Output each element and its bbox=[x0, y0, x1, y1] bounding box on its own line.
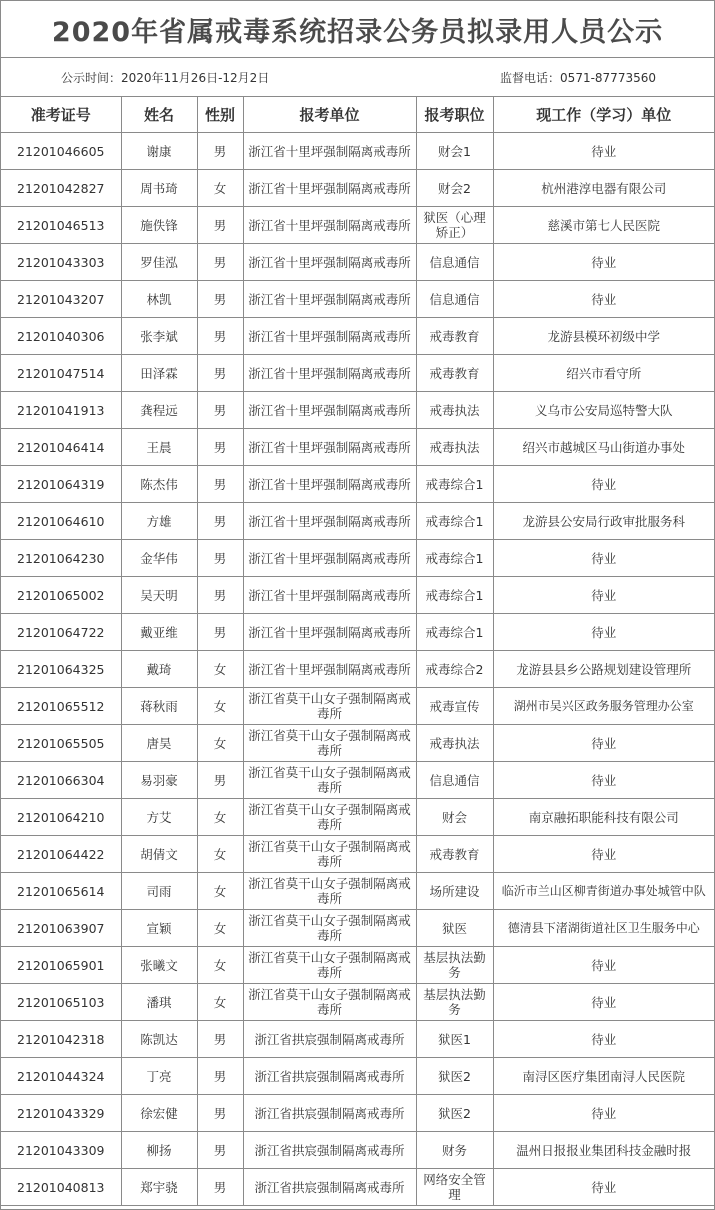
gender-cell: 女 bbox=[197, 873, 243, 910]
unit-cell: 浙江省拱宸强制隔离戒毒所 bbox=[243, 1021, 416, 1058]
exam-id-cell: 21201064722 bbox=[1, 614, 121, 651]
unit-cell: 浙江省拱宸强制隔离戒毒所 bbox=[243, 1132, 416, 1169]
name-cell: 戴亚维 bbox=[121, 614, 197, 651]
exam-id-cell: 21201043309 bbox=[1, 1132, 121, 1169]
employer-cell: 温州日报报业集团科技金融时报 bbox=[493, 1132, 714, 1169]
name-cell: 罗佳泓 bbox=[121, 244, 197, 281]
employer-cell: 湖州市吴兴区政务服务管理办公室 bbox=[493, 688, 714, 725]
supervision-phone: 监督电话：0571-87773560 bbox=[500, 70, 656, 85]
exam-id-cell: 21201043207 bbox=[1, 281, 121, 318]
gender-cell: 男 bbox=[197, 466, 243, 503]
table-row bbox=[1, 688, 714, 725]
employer-cell: 待业 bbox=[493, 836, 714, 873]
position-cell: 财会2 bbox=[416, 170, 493, 207]
gender-cell: 男 bbox=[197, 429, 243, 466]
employer-cell: 待业 bbox=[493, 540, 714, 577]
employer-cell: 南浔区医疗集团南浔人民医院 bbox=[493, 1058, 714, 1095]
table-row bbox=[1, 799, 714, 836]
unit-cell: 浙江省十里坪强制隔离戒毒所 bbox=[243, 244, 416, 281]
name-cell: 田泽霖 bbox=[121, 355, 197, 392]
unit-cell: 浙江省十里坪强制隔离戒毒所 bbox=[243, 318, 416, 355]
name-cell: 郑宇骁 bbox=[121, 1169, 197, 1206]
table-row bbox=[1, 392, 714, 429]
employer-cell: 杭州港淳电器有限公司 bbox=[493, 170, 714, 207]
table-row bbox=[1, 1058, 714, 1095]
header-gender: 性别 bbox=[197, 97, 243, 133]
table-row bbox=[1, 947, 714, 984]
table-row bbox=[1, 1132, 714, 1169]
title-row bbox=[1, 1, 714, 58]
position-cell: 戒毒综合1 bbox=[416, 577, 493, 614]
exam-id-cell: 21201040813 bbox=[1, 1169, 121, 1206]
position-cell: 财务 bbox=[416, 1132, 493, 1169]
position-cell: 信息通信 bbox=[416, 281, 493, 318]
position-cell: 信息通信 bbox=[416, 244, 493, 281]
employer-cell: 龙游县模环初级中学 bbox=[493, 318, 714, 355]
unit-cell: 浙江省莫干山女子强制隔离戒毒所 bbox=[243, 799, 416, 836]
gender-cell: 女 bbox=[197, 984, 243, 1021]
unit-cell: 浙江省十里坪强制隔离戒毒所 bbox=[243, 170, 416, 207]
table-row bbox=[1, 429, 714, 466]
gender-cell: 女 bbox=[197, 799, 243, 836]
table-row bbox=[1, 318, 714, 355]
table-row bbox=[1, 503, 714, 540]
unit-cell: 浙江省莫干山女子强制隔离戒毒所 bbox=[243, 836, 416, 873]
name-cell: 龚程远 bbox=[121, 392, 197, 429]
position-cell: 基层执法勤务 bbox=[416, 984, 493, 1021]
exam-id-cell: 21201065505 bbox=[1, 725, 121, 762]
position-cell: 戒毒执法 bbox=[416, 429, 493, 466]
gender-cell: 女 bbox=[197, 910, 243, 947]
gender-cell: 女 bbox=[197, 725, 243, 762]
exam-id-cell: 21201064230 bbox=[1, 540, 121, 577]
employer-cell: 南京融拓职能科技有限公司 bbox=[493, 799, 714, 836]
name-cell: 蒋秋雨 bbox=[121, 688, 197, 725]
info-row bbox=[1, 58, 714, 97]
exam-id-cell: 21201065103 bbox=[1, 984, 121, 1021]
table-row bbox=[1, 281, 714, 318]
unit-cell: 浙江省莫干山女子强制隔离戒毒所 bbox=[243, 762, 416, 799]
position-cell: 戒毒教育 bbox=[416, 836, 493, 873]
employer-cell: 待业 bbox=[493, 984, 714, 1021]
candidate-table bbox=[1, 97, 714, 1206]
employer-cell: 待业 bbox=[493, 244, 714, 281]
employer-cell: 待业 bbox=[493, 614, 714, 651]
name-cell: 谢康 bbox=[121, 133, 197, 170]
exam-id-cell: 21201063907 bbox=[1, 910, 121, 947]
exam-id-cell: 21201064210 bbox=[1, 799, 121, 836]
gender-cell: 男 bbox=[197, 1021, 243, 1058]
table-row bbox=[1, 1169, 714, 1206]
gender-cell: 男 bbox=[197, 392, 243, 429]
table-row bbox=[1, 466, 714, 503]
name-cell: 张李斌 bbox=[121, 318, 197, 355]
exam-id-cell: 21201065614 bbox=[1, 873, 121, 910]
position-cell: 信息通信 bbox=[416, 762, 493, 799]
table-row bbox=[1, 244, 714, 281]
header-name: 姓名 bbox=[121, 97, 197, 133]
table-row bbox=[1, 910, 714, 947]
gender-cell: 男 bbox=[197, 207, 243, 244]
unit-cell: 浙江省十里坪强制隔离戒毒所 bbox=[243, 281, 416, 318]
name-cell: 柳扬 bbox=[121, 1132, 197, 1169]
position-cell: 戒毒综合1 bbox=[416, 540, 493, 577]
gender-cell: 男 bbox=[197, 1169, 243, 1206]
unit-cell: 浙江省拱宸强制隔离戒毒所 bbox=[243, 1169, 416, 1206]
name-cell: 潘琪 bbox=[121, 984, 197, 1021]
position-cell: 狱医1 bbox=[416, 1021, 493, 1058]
employer-cell: 龙游县公安局行政审批服务科 bbox=[493, 503, 714, 540]
employer-cell: 待业 bbox=[493, 1095, 714, 1132]
gender-cell: 女 bbox=[197, 836, 243, 873]
exam-id-cell: 21201046513 bbox=[1, 207, 121, 244]
unit-cell: 浙江省莫干山女子强制隔离戒毒所 bbox=[243, 910, 416, 947]
position-cell: 戒毒教育 bbox=[416, 355, 493, 392]
table-row bbox=[1, 355, 714, 392]
exam-id-cell: 21201047514 bbox=[1, 355, 121, 392]
name-cell: 陈杰伟 bbox=[121, 466, 197, 503]
position-cell: 戒毒宣传 bbox=[416, 688, 493, 725]
table-row bbox=[1, 577, 714, 614]
name-cell: 徐宏健 bbox=[121, 1095, 197, 1132]
exam-id-cell: 21201040306 bbox=[1, 318, 121, 355]
employer-cell: 待业 bbox=[493, 725, 714, 762]
name-cell: 王晨 bbox=[121, 429, 197, 466]
table-row bbox=[1, 836, 714, 873]
gender-cell: 男 bbox=[197, 503, 243, 540]
gender-cell: 男 bbox=[197, 1095, 243, 1132]
position-cell: 场所建设 bbox=[416, 873, 493, 910]
unit-cell: 浙江省十里坪强制隔离戒毒所 bbox=[243, 540, 416, 577]
name-cell: 司雨 bbox=[121, 873, 197, 910]
table-row bbox=[1, 614, 714, 651]
employer-cell: 待业 bbox=[493, 577, 714, 614]
unit-cell: 浙江省十里坪强制隔离戒毒所 bbox=[243, 614, 416, 651]
position-cell: 狱医（心理矫正） bbox=[416, 207, 493, 244]
position-cell: 狱医2 bbox=[416, 1058, 493, 1095]
position-cell: 戒毒综合1 bbox=[416, 614, 493, 651]
employer-cell: 待业 bbox=[493, 947, 714, 984]
employer-cell: 待业 bbox=[493, 762, 714, 799]
unit-cell: 浙江省莫干山女子强制隔离戒毒所 bbox=[243, 947, 416, 984]
position-cell: 戒毒综合1 bbox=[416, 466, 493, 503]
employer-cell: 绍兴市越城区马山街道办事处 bbox=[493, 429, 714, 466]
unit-cell: 浙江省十里坪强制隔离戒毒所 bbox=[243, 392, 416, 429]
name-cell: 金华伟 bbox=[121, 540, 197, 577]
name-cell: 丁亮 bbox=[121, 1058, 197, 1095]
exam-id-cell: 21201064610 bbox=[1, 503, 121, 540]
table-row bbox=[1, 133, 714, 170]
name-cell: 陈凯达 bbox=[121, 1021, 197, 1058]
gender-cell: 男 bbox=[197, 281, 243, 318]
page-title: 2020年省属戒毒系统招录公务员拟录用人员公示 bbox=[51, 16, 664, 48]
table-row bbox=[1, 873, 714, 910]
unit-cell: 浙江省十里坪强制隔离戒毒所 bbox=[243, 355, 416, 392]
gender-cell: 女 bbox=[197, 170, 243, 207]
name-cell: 周书琦 bbox=[121, 170, 197, 207]
exam-id-cell: 21201066304 bbox=[1, 762, 121, 799]
gender-cell: 男 bbox=[197, 614, 243, 651]
unit-cell: 浙江省拱宸强制隔离戒毒所 bbox=[243, 1095, 416, 1132]
table-body bbox=[1, 133, 714, 1206]
gender-cell: 女 bbox=[197, 651, 243, 688]
position-cell: 狱医2 bbox=[416, 1095, 493, 1132]
gender-cell: 男 bbox=[197, 1058, 243, 1095]
position-cell: 狱医 bbox=[416, 910, 493, 947]
employer-cell: 临沂市兰山区柳青街道办事处城管中队 bbox=[493, 873, 714, 910]
name-cell: 宣颖 bbox=[121, 910, 197, 947]
exam-id-cell: 21201065512 bbox=[1, 688, 121, 725]
table-row bbox=[1, 170, 714, 207]
employer-cell: 待业 bbox=[493, 1169, 714, 1206]
exam-id-cell: 21201046414 bbox=[1, 429, 121, 466]
gender-cell: 男 bbox=[197, 318, 243, 355]
employer-cell: 龙游县县乡公路规划建设管理所 bbox=[493, 651, 714, 688]
table-row bbox=[1, 1021, 714, 1058]
unit-cell: 浙江省莫干山女子强制隔离戒毒所 bbox=[243, 688, 416, 725]
name-cell: 林凯 bbox=[121, 281, 197, 318]
exam-id-cell: 21201044324 bbox=[1, 1058, 121, 1095]
position-cell: 财会1 bbox=[416, 133, 493, 170]
gender-cell: 男 bbox=[197, 1132, 243, 1169]
position-cell: 戒毒综合2 bbox=[416, 651, 493, 688]
exam-id-cell: 21201065002 bbox=[1, 577, 121, 614]
name-cell: 唐昊 bbox=[121, 725, 197, 762]
position-cell: 戒毒执法 bbox=[416, 392, 493, 429]
gender-cell: 男 bbox=[197, 133, 243, 170]
gender-cell: 男 bbox=[197, 762, 243, 799]
unit-cell: 浙江省莫干山女子强制隔离戒毒所 bbox=[243, 873, 416, 910]
publicity-time: 公示时间：2020年11月26日-12月2日 bbox=[61, 70, 270, 85]
name-cell: 胡倩文 bbox=[121, 836, 197, 873]
employer-cell: 绍兴市看守所 bbox=[493, 355, 714, 392]
employer-cell: 义乌市公安局巡特警大队 bbox=[493, 392, 714, 429]
name-cell: 方艾 bbox=[121, 799, 197, 836]
table-row bbox=[1, 984, 714, 1021]
name-cell: 吴天明 bbox=[121, 577, 197, 614]
unit-cell: 浙江省十里坪强制隔离戒毒所 bbox=[243, 133, 416, 170]
unit-cell: 浙江省十里坪强制隔离戒毒所 bbox=[243, 577, 416, 614]
exam-id-cell: 21201041913 bbox=[1, 392, 121, 429]
table-header-row bbox=[1, 97, 714, 133]
header-current-employer: 现工作（学习）单位 bbox=[493, 97, 714, 133]
gender-cell: 男 bbox=[197, 540, 243, 577]
table-row bbox=[1, 207, 714, 244]
employer-cell: 待业 bbox=[493, 466, 714, 503]
unit-cell: 浙江省十里坪强制隔离戒毒所 bbox=[243, 651, 416, 688]
table-row bbox=[1, 651, 714, 688]
exam-id-cell: 21201042827 bbox=[1, 170, 121, 207]
name-cell: 方雄 bbox=[121, 503, 197, 540]
unit-cell: 浙江省十里坪强制隔离戒毒所 bbox=[243, 503, 416, 540]
employer-cell: 待业 bbox=[493, 1021, 714, 1058]
exam-id-cell: 21201065901 bbox=[1, 947, 121, 984]
position-cell: 戒毒综合1 bbox=[416, 503, 493, 540]
position-cell: 戒毒教育 bbox=[416, 318, 493, 355]
exam-id-cell: 21201042318 bbox=[1, 1021, 121, 1058]
employer-cell: 德清县下渚湖街道社区卫生服务中心 bbox=[493, 910, 714, 947]
unit-cell: 浙江省十里坪强制隔离戒毒所 bbox=[243, 466, 416, 503]
name-cell: 戴琦 bbox=[121, 651, 197, 688]
unit-cell: 浙江省十里坪强制隔离戒毒所 bbox=[243, 207, 416, 244]
position-cell: 网络安全管理 bbox=[416, 1169, 493, 1206]
table-row bbox=[1, 725, 714, 762]
gender-cell: 男 bbox=[197, 355, 243, 392]
exam-id-cell: 21201064422 bbox=[1, 836, 121, 873]
position-cell: 财会 bbox=[416, 799, 493, 836]
gender-cell: 男 bbox=[197, 577, 243, 614]
name-cell: 施佚锋 bbox=[121, 207, 197, 244]
exam-id-cell: 21201043303 bbox=[1, 244, 121, 281]
exam-id-cell: 21201046605 bbox=[1, 133, 121, 170]
table-row bbox=[1, 1095, 714, 1132]
unit-cell: 浙江省莫干山女子强制隔离戒毒所 bbox=[243, 725, 416, 762]
gender-cell: 男 bbox=[197, 244, 243, 281]
table-row bbox=[1, 540, 714, 577]
position-cell: 基层执法勤务 bbox=[416, 947, 493, 984]
exam-id-cell: 21201064325 bbox=[1, 651, 121, 688]
name-cell: 张曦文 bbox=[121, 947, 197, 984]
exam-id-cell: 21201064319 bbox=[1, 466, 121, 503]
header-position: 报考职位 bbox=[416, 97, 493, 133]
exam-id-cell: 21201043329 bbox=[1, 1095, 121, 1132]
unit-cell: 浙江省莫干山女子强制隔离戒毒所 bbox=[243, 984, 416, 1021]
table-row bbox=[1, 762, 714, 799]
employer-cell: 待业 bbox=[493, 133, 714, 170]
header-unit: 报考单位 bbox=[243, 97, 416, 133]
position-cell: 戒毒执法 bbox=[416, 725, 493, 762]
gender-cell: 女 bbox=[197, 688, 243, 725]
name-cell: 易羽豪 bbox=[121, 762, 197, 799]
unit-cell: 浙江省拱宸强制隔离戒毒所 bbox=[243, 1058, 416, 1095]
employer-cell: 待业 bbox=[493, 281, 714, 318]
header-exam-id: 准考证号 bbox=[1, 97, 121, 133]
unit-cell: 浙江省十里坪强制隔离戒毒所 bbox=[243, 429, 416, 466]
employer-cell: 慈溪市第七人民医院 bbox=[493, 207, 714, 244]
gender-cell: 女 bbox=[197, 947, 243, 984]
